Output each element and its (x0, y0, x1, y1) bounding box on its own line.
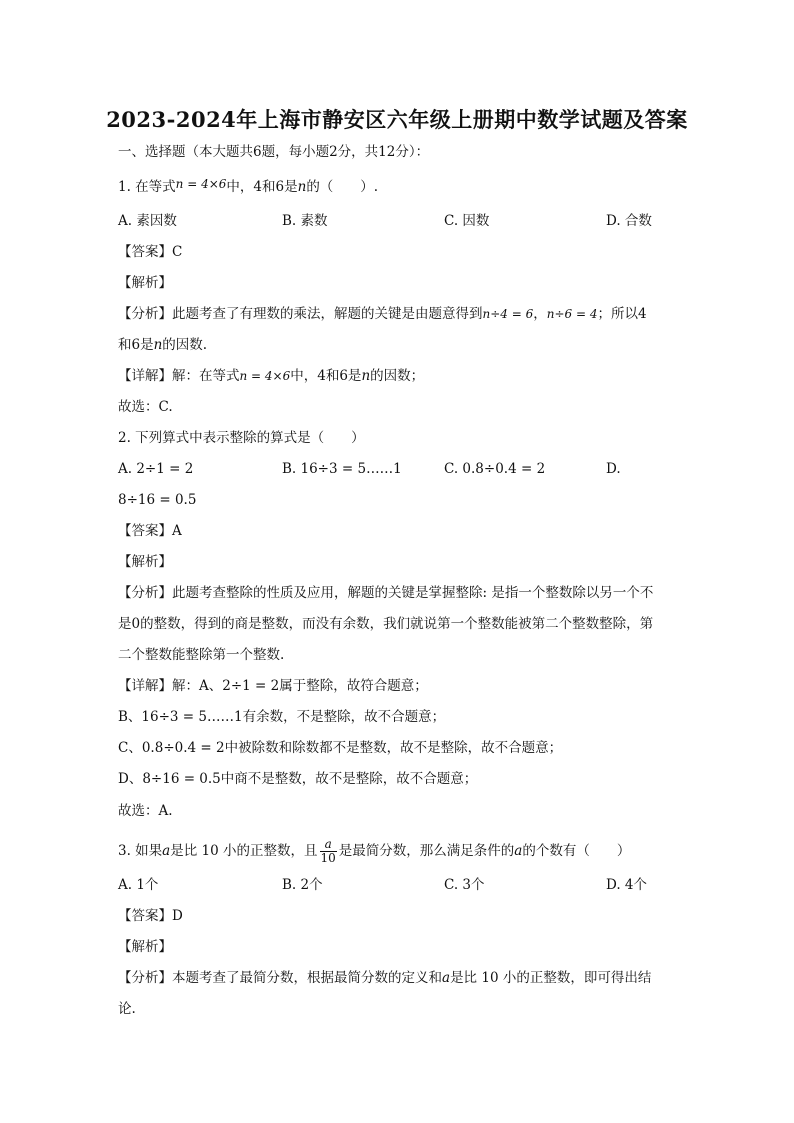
q3-analysis-line1 (118, 969, 651, 987)
q2-detail-c-pre: C、 (118, 740, 142, 756)
q3-analysis-b: 是比 10 小的正整数，即可得出结 (450, 970, 652, 986)
q3-stem-a: 3. 如果 (118, 843, 163, 859)
q1-answer: 【答案】C (118, 244, 183, 260)
q3-stem-var2: a (514, 843, 523, 859)
q1-option-d: D. 合数 (606, 213, 652, 229)
q1-analysis-line2-n: n (153, 337, 163, 353)
q1-option-a: A. 素因数 (118, 213, 177, 229)
q3-option-b: B. 2个 (282, 877, 323, 893)
q1-analysis-b: ；所以4 (597, 306, 647, 322)
q2-detail-d-pre: D、 (118, 771, 143, 787)
q2-detail-b-post: 有余数，不是整除，故不合题意； (242, 709, 446, 725)
q3-fraction-denominator: 10 (320, 851, 336, 865)
q1-analysis-line1 (118, 305, 647, 323)
q1-option-b: B. 素数 (282, 213, 328, 229)
q2-analysis-line3: 二个整数能整除第一个整数. (118, 647, 285, 663)
q1-analysis-sep: ， (533, 306, 547, 322)
q1-stem-c: 的（ ）. (306, 179, 379, 195)
q2-stem: 2. 下列算式中表示整除的算式是（ ） (118, 430, 365, 446)
q1-detail-b: 中，4和6是 (290, 368, 362, 384)
q3-stem-d: 的个数有（ ） (522, 843, 631, 859)
q1-analysis-line2 (118, 336, 207, 354)
q3-fraction (320, 838, 337, 865)
q3-analysis-a: 【分析】本题考查了最简分数，根据最简分数的定义和 (118, 970, 442, 986)
q1-analysis-a: 【分析】此题考查了有理数的乘法，解题的关键是由题意得到 (118, 306, 483, 322)
document-title: 2023-2024年上海市静安区六年级上册期中数学试题及答案 (106, 107, 688, 132)
q2-jiexi-label: 【解析】 (118, 554, 172, 570)
q3-option-c: C. 3个 (444, 877, 485, 893)
q2-detail-c (118, 739, 562, 757)
q1-analysis-line2-b: 的因数. (162, 337, 208, 353)
q3-analysis-var: a (442, 970, 451, 986)
q1-stem-a: 1. 在等式 (118, 179, 176, 195)
q2-option-b: B. 16÷3 = 5……1 (282, 461, 402, 477)
q3-stem-c: 是最简分数，那么满足条件的 (338, 843, 515, 859)
q1-stem (118, 175, 378, 196)
q2-analysis-line2: 是0的整数，得到的商是整数，而没有余数，我们就说第一个整数能被第二个整数整除，第 (118, 616, 654, 632)
q1-detail (118, 367, 424, 385)
q2-detail-b-eq: 16÷3 = 5……1 (141, 709, 243, 725)
q2-option-d-value: 8÷16 = 0.5 (118, 492, 197, 508)
q2-detail-b (118, 708, 445, 726)
q2-detail-a-eq: 2÷1 = 2 (222, 678, 280, 694)
q2-answer: 【答案】A (118, 523, 182, 539)
q1-analysis-line2-a: 和6是 (118, 337, 154, 353)
q2-analysis-line1: 【分析】此题考查整除的性质及应用，解题的关键是掌握整除: 是指一个整数除以另一个不 (118, 585, 654, 601)
q2-detail-d-eq: 8÷16 = 0.5 (142, 771, 221, 787)
q1-stem-b: 中，4和6是 (226, 179, 298, 195)
q3-jiexi-label: 【解析】 (118, 939, 172, 955)
q2-choose: 故选：A. (118, 803, 173, 819)
q3-analysis-line2: 论. (118, 1001, 136, 1017)
section-heading: 一、选择题（本大题共6题，每小题2分，共12分）： (118, 144, 430, 160)
q2-detail-c-post: 中被除数和除数都不是整数，故不是整除，故不合题意； (224, 740, 563, 756)
q1-analysis-eq1: n÷4 = 6 (482, 307, 534, 321)
q1-choose: 故选：C. (118, 399, 173, 415)
q2-option-a: A. 2÷1 = 2 (118, 461, 194, 477)
q1-stem-n: n (297, 179, 307, 195)
q2-detail-a (118, 677, 428, 695)
q2-detail-b-pre: B、 (118, 709, 142, 725)
q3-option-d: D. 4个 (606, 877, 648, 893)
q2-detail-a-pre: 【详解】解：A、 (118, 678, 223, 694)
q3-stem-b: 是比 10 小的正整数，且 (170, 843, 318, 859)
q1-stem-equation: n = 4×6 (175, 177, 227, 191)
q3-stem (118, 836, 630, 866)
q1-analysis-eq2: n÷6 = 4 (546, 307, 598, 321)
q2-option-d: D. (606, 461, 621, 477)
q2-detail-c-eq: 0.8÷0.4 = 2 (141, 740, 225, 756)
q2-detail-a-post: 属于整除，故符合题意； (279, 678, 428, 694)
q1-detail-n: n (361, 368, 371, 384)
q1-detail-c: 的因数； (370, 368, 425, 384)
q2-detail-d-post: 中商不是整数，故不是整除，故不合题意； (220, 771, 478, 787)
q2-detail-d (118, 770, 477, 788)
q3-fraction-numerator: a (324, 837, 332, 851)
q3-option-a: A. 1个 (118, 877, 159, 893)
q1-jiexi-label: 【解析】 (118, 275, 172, 291)
q3-stem-var: a (162, 843, 171, 859)
q3-answer: 【答案】D (118, 908, 183, 924)
q1-option-c: C. 因数 (444, 213, 490, 229)
q2-option-c: C. 0.8÷0.4 = 2 (444, 461, 546, 477)
q1-detail-a: 【详解】解：在等式 (118, 368, 240, 384)
q1-detail-eq: n = 4×6 (239, 369, 291, 383)
